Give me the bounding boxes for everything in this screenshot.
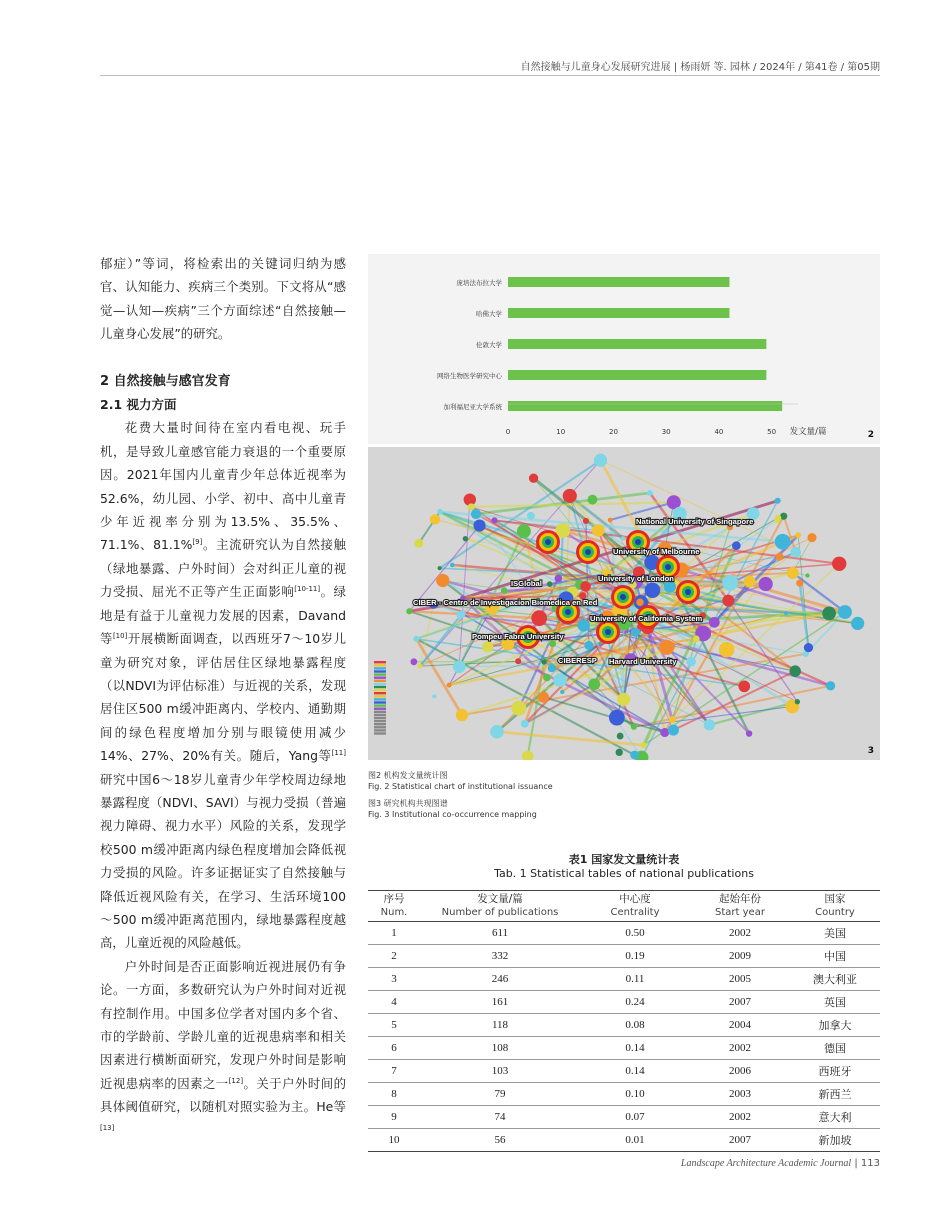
network-node: [669, 643, 675, 649]
network-node: [759, 577, 773, 591]
table-cell: 英国: [790, 991, 880, 1014]
figure-3-caption: 图3 研究机构共现图谱 Fig. 3 Institutional co-occurrence mapping: [368, 799, 537, 819]
network-node: [580, 581, 591, 592]
network-node: [630, 751, 639, 760]
network-node: [796, 580, 803, 587]
network-node: [490, 725, 504, 739]
network-node-label: National University of Singapore: [636, 517, 754, 526]
network-node: [787, 567, 799, 579]
bar: [508, 370, 766, 380]
network-node: [468, 503, 475, 510]
network-node: [471, 509, 481, 519]
figure-captions: [368, 770, 880, 826]
hub-node-ring: [605, 629, 611, 635]
network-node: [594, 454, 607, 467]
table-cell: 2007: [690, 991, 790, 1014]
table-cell: 0.19: [580, 945, 690, 968]
network-node: [491, 517, 497, 523]
network-node: [560, 690, 564, 694]
network-node: [432, 694, 436, 698]
bar: [508, 277, 729, 287]
network-node: [556, 623, 561, 628]
bar: [508, 308, 729, 318]
color-legend-swatch: [374, 695, 386, 697]
col-header-num: 序号 Num.: [368, 891, 420, 922]
color-legend-swatch: [374, 714, 386, 716]
table-cell: 2009: [690, 945, 790, 968]
network-node: [417, 664, 422, 669]
network-node: [584, 641, 593, 650]
hub-node-ring: [665, 564, 671, 570]
citation: [12]: [228, 1076, 244, 1085]
network-node-label: Harvard University: [609, 657, 677, 666]
table-cell: 0.14: [580, 1037, 690, 1060]
network-node: [795, 699, 800, 704]
hub-node-ring: [545, 539, 551, 545]
table-cell: 0.50: [580, 922, 690, 945]
network-node: [511, 701, 526, 716]
network-node: [795, 532, 801, 538]
network-node: [669, 716, 676, 723]
x-tick-label: 50: [767, 428, 777, 436]
network-node: [538, 692, 549, 703]
network-node: [406, 608, 412, 614]
table-cell: 0.01: [580, 1129, 690, 1152]
network-node: [621, 536, 625, 540]
x-tick-label: 40: [714, 428, 724, 436]
network-node: [826, 681, 835, 690]
network-node: [555, 575, 563, 583]
network-node: [738, 680, 750, 692]
network-node: [609, 710, 625, 726]
table-cell: 加拿大: [790, 1014, 880, 1037]
network-node: [617, 693, 630, 706]
network-node: [805, 573, 809, 577]
category-label: 庞培法布拉大学: [456, 279, 502, 287]
publications-table: [368, 890, 880, 1152]
network-node: [473, 519, 485, 531]
table-cell: 0.07: [580, 1106, 690, 1129]
network-node: [531, 610, 547, 626]
network-node: [588, 678, 600, 690]
color-legend-swatch: [374, 677, 386, 679]
table-cell: 新加坡: [790, 1129, 880, 1152]
network-node: [636, 599, 643, 606]
network-node-label: University of Melbourne: [613, 547, 700, 556]
network-node: [414, 539, 423, 548]
table-row: [368, 922, 880, 945]
network-node: [410, 658, 417, 665]
network-node: [775, 534, 791, 550]
running-header: 自然接触与儿童身心发展研究进展 | 杨雨妍 等. 园林 / 2024年 / 第41卷 / 第05期: [520, 62, 880, 73]
network-node: [456, 709, 468, 721]
table-cell: 79: [420, 1083, 580, 1106]
table-title: [368, 853, 880, 881]
table-row: [368, 991, 880, 1014]
network-node: [746, 730, 752, 736]
table-row: [368, 945, 880, 968]
network-node: [517, 524, 531, 538]
network-node: [430, 514, 440, 524]
network-node: [547, 581, 553, 587]
table-cell: 2004: [690, 1014, 790, 1037]
network-node: [693, 635, 700, 642]
table-cell: 8: [368, 1083, 420, 1106]
citation: [10-11]: [294, 585, 321, 594]
network-node: [588, 495, 598, 505]
network-node: [744, 576, 756, 588]
network-node: [631, 724, 637, 730]
network-node: [616, 749, 623, 756]
citation: [13]: [100, 1123, 115, 1132]
table-row: [368, 968, 880, 991]
subsection-heading: 2.1 视力方面: [100, 397, 177, 413]
table-cell: 0.24: [580, 991, 690, 1014]
table-row: [368, 1060, 880, 1083]
color-legend-swatch: [374, 680, 386, 682]
table-title-zh: 表1 国家发文量统计表: [568, 853, 680, 866]
table-cell: 西班牙: [790, 1060, 880, 1083]
table-cell: 9: [368, 1106, 420, 1129]
x-tick-label: 20: [608, 428, 618, 436]
network-node: [851, 617, 864, 630]
network-node: [780, 513, 787, 520]
network-node: [704, 719, 715, 730]
citation: [10]: [112, 631, 128, 640]
table-cell: 108: [420, 1037, 580, 1060]
network-node: [413, 636, 419, 642]
table-cell: 2007: [690, 1129, 790, 1152]
network-node: [709, 617, 720, 628]
table-row: [368, 1106, 880, 1129]
left-column: [100, 252, 346, 1142]
header-rule: [100, 75, 880, 76]
table-cell: 2: [368, 945, 420, 968]
color-legend-swatch: [374, 683, 386, 685]
table-cell: 3: [368, 968, 420, 991]
table-cell: 1: [368, 922, 420, 945]
table-cell: 2003: [690, 1083, 790, 1106]
col-header-publications: 发文量/篇 Number of publications: [420, 891, 580, 922]
color-legend-swatch: [374, 661, 386, 663]
table-cell: 611: [420, 922, 580, 945]
table-cell: 2002: [690, 1037, 790, 1060]
section-heading: 2 自然接触与感官发育: [100, 373, 231, 389]
network-node: [719, 642, 735, 658]
color-legend-swatch: [374, 664, 386, 666]
table-row: [368, 1083, 880, 1106]
network-node: [838, 605, 852, 619]
x-tick-label: 30: [661, 428, 671, 436]
network-node: [438, 566, 442, 570]
network-node: [543, 674, 551, 682]
category-label: 网络生物医学研究中心: [437, 372, 502, 380]
table-cell: 2002: [690, 922, 790, 945]
color-legend-swatch: [374, 670, 386, 672]
table-cell: 澳大利亚: [790, 968, 880, 991]
table-cell: 6: [368, 1037, 420, 1060]
table-cell: 10: [368, 1129, 420, 1152]
table-cell: 德国: [790, 1037, 880, 1060]
category-label: 加利福尼亚大学系统: [443, 403, 502, 411]
network-node: [592, 524, 605, 537]
citation: [9]: [192, 538, 203, 547]
network-node-label: CIBERESP: [558, 656, 597, 665]
x-tick-label: 0: [505, 428, 511, 436]
network-node: [447, 683, 452, 688]
color-legend-swatch: [374, 723, 386, 725]
table-row: [368, 1129, 880, 1152]
table-header-row: [368, 891, 880, 922]
bar: [508, 339, 766, 349]
network-node: [790, 547, 801, 558]
network-node: [807, 533, 816, 542]
color-legend-swatch: [374, 717, 386, 719]
network-node: [722, 595, 734, 607]
network-node-label: CIBER - Centro de Investigacion Biomedica en Red: [413, 598, 598, 607]
network-node: [789, 665, 801, 677]
page-footer: Landscape Architecture Academic Journal | 113: [680, 1158, 880, 1169]
network-node: [775, 498, 781, 504]
network-node: [617, 733, 624, 740]
network-node: [774, 517, 780, 523]
network-node: [515, 658, 521, 664]
color-legend-swatch: [374, 729, 386, 731]
table-cell: 美国: [790, 922, 880, 945]
network-node-label: University of London: [598, 574, 674, 583]
table-cell: 2005: [690, 968, 790, 991]
network-node: [450, 563, 455, 568]
network-node: [548, 664, 556, 672]
category-label: 哈佛大学: [476, 310, 502, 318]
hub-node-ring: [565, 609, 571, 615]
color-legend-swatch: [374, 704, 386, 706]
network-node: [645, 582, 661, 598]
citation: [11]: [331, 749, 346, 757]
network-node: [549, 640, 556, 647]
figure-2-bar-chart: [368, 254, 880, 444]
table-cell: 0.11: [580, 968, 690, 991]
network-graph-svg: [368, 447, 880, 760]
network-node: [630, 606, 636, 612]
color-legend-swatch: [374, 711, 386, 713]
table-cell: 4: [368, 991, 420, 1014]
network-node: [553, 673, 567, 687]
category-label: 伦敦大学: [476, 341, 502, 349]
network-node: [631, 628, 640, 637]
color-legend-swatch: [374, 698, 386, 700]
table-cell: 新西兰: [790, 1083, 880, 1106]
network-node: [436, 574, 449, 587]
network-node: [583, 518, 589, 524]
network-node: [732, 541, 741, 550]
network-node: [453, 660, 466, 673]
network-node: [804, 643, 813, 652]
table-cell: 56: [420, 1129, 580, 1152]
color-legend-swatch: [374, 673, 386, 675]
x-tick-label: 10: [556, 428, 566, 436]
figure-number: 2: [867, 430, 874, 440]
table-cell: 74: [420, 1106, 580, 1129]
network-node-label: Pompeu Fabra University: [472, 632, 564, 641]
network-node: [529, 474, 538, 483]
table-cell: 0.08: [580, 1014, 690, 1037]
paragraph-vision-1: 花费大量时间待在室内看电视、玩手机，是导致儿童感官能力衰退的一个重要原因。2021年国内儿童青少年总体近视率为52.6%，幼儿园、小学、初中、高中儿童青少年近视率分别为13.5%、35.5%、71.1%、81.1%[9]。主流研究认为自然接触（绿地暴露、户外时间）会对纠正儿童的视力受损、屈光不正等产生正面影响[10-11]。绿地是有益于儿童视力发展的因素，Davand等[10]开展横断面调查，以西班牙7～10岁儿童为研究对象，评估居住区绿地暴露程度（以NDVI为评估标准）与近视的关系，发现居住区500 m缓冲距离内、学校内、通勤期间的绿色程度增加分别与眼镜使用减少14%、27%、20%有关。随后，Yang等[11]研究中国6～18岁儿童青少年学校周边绿地暴露程度（NDVI、SAVI）与视力受损（普遍视力障碍、视力水平）风险的关系，发现学校500 m缓冲距离内绿色程度增加会降低视力受损的风险。许多证据证实了自然接触与降低近视风险有关，在学习、生活环境100～500 m缓冲距离范围内，绿地暴露程度越高，儿童近视的风险越低。: [100, 420, 347, 951]
color-legend-swatch: [374, 667, 386, 669]
bar: [508, 401, 782, 411]
intro-paragraph: 郁症）”等词，将检索出的关键词归纳为感官、认知能力、疾病三个类别。下文将从“感觉—认知—疾病”三个方面综述“自然接触—儿童身心发展”的研究。: [100, 256, 346, 342]
bar-chart-svg: [368, 254, 880, 444]
color-legend-swatch: [374, 720, 386, 722]
figure-3-network-map: [368, 447, 880, 760]
network-node: [776, 553, 784, 561]
col-header-start-year: 起始年份 Start year: [690, 891, 790, 922]
col-header-centrality: 中心度 Centrality: [580, 891, 690, 922]
network-node: [521, 720, 529, 728]
network-node: [541, 659, 546, 664]
hub-node-ring: [635, 539, 641, 545]
table-cell: 2006: [690, 1060, 790, 1083]
table-title-en: Tab. 1 Statistical tables of national publications: [494, 867, 754, 880]
table-cell: 意大利: [790, 1106, 880, 1129]
table-cell: 118: [420, 1014, 580, 1037]
figure-number: 3: [867, 746, 874, 756]
network-node-label: ISGlobal: [511, 579, 542, 588]
page-number: 113: [860, 1158, 880, 1169]
journal-name: Landscape Architecture Academic Journal: [680, 1158, 852, 1169]
color-legend-swatch: [374, 686, 386, 688]
network-node: [527, 512, 535, 520]
col-header-country: 国家 Country: [790, 891, 880, 922]
network-node-label: University of California System: [590, 614, 703, 623]
network-node: [668, 725, 679, 736]
table-cell: 2002: [690, 1106, 790, 1129]
table-cell: 332: [420, 945, 580, 968]
network-node: [457, 612, 464, 619]
table-row: [368, 1014, 880, 1037]
network-node: [647, 490, 653, 496]
network-node: [563, 489, 577, 503]
color-legend-swatch: [374, 692, 386, 694]
table-cell: 103: [420, 1060, 580, 1083]
table-cell: 5: [368, 1014, 420, 1037]
network-node: [832, 557, 846, 571]
color-legend-swatch: [374, 701, 386, 703]
color-legend-swatch: [374, 689, 386, 691]
network-node: [722, 575, 738, 591]
hub-node-ring: [685, 589, 691, 595]
network-node: [608, 518, 613, 523]
table-cell: 246: [420, 968, 580, 991]
network-node: [686, 657, 696, 667]
network-node: [784, 611, 788, 615]
table-cell: 7: [368, 1060, 420, 1083]
network-node: [437, 509, 443, 515]
color-legend-swatch: [374, 732, 386, 734]
paragraph-vision-2: 户外时间是否正面影响近视进展仍有争论。一方面，多数研究认为户外时间对近视有控制作用。中国多位学者对国内多个省、市的学龄前、学龄儿童的近视患病率和相关因素进行横断面研究，发现户外时间是影响近视患病率的因素之一[12]。关于户外时间的具体阈值研究，以随机对照实验为主。He等[13]: [100, 958, 347, 1132]
x-axis-label: 发文量/篇: [789, 427, 827, 437]
table-cell: 0.10: [580, 1083, 690, 1106]
table-row: [368, 1037, 880, 1060]
network-node: [822, 607, 836, 621]
hub-node-ring: [585, 549, 591, 555]
figure-2-caption: 图2 机构发文量统计图 Fig. 2 Statistical chart of institutional issuance: [368, 771, 553, 791]
network-node: [501, 587, 508, 594]
network-node: [577, 619, 589, 631]
color-legend-swatch: [374, 726, 386, 728]
table-cell: 161: [420, 991, 580, 1014]
network-node: [640, 742, 647, 749]
network-node: [463, 536, 468, 541]
table-cell: 0.14: [580, 1060, 690, 1083]
color-legend-swatch: [374, 708, 386, 710]
table-cell: 中国: [790, 945, 880, 968]
hub-node-ring: [620, 594, 626, 600]
network-node: [482, 641, 493, 652]
